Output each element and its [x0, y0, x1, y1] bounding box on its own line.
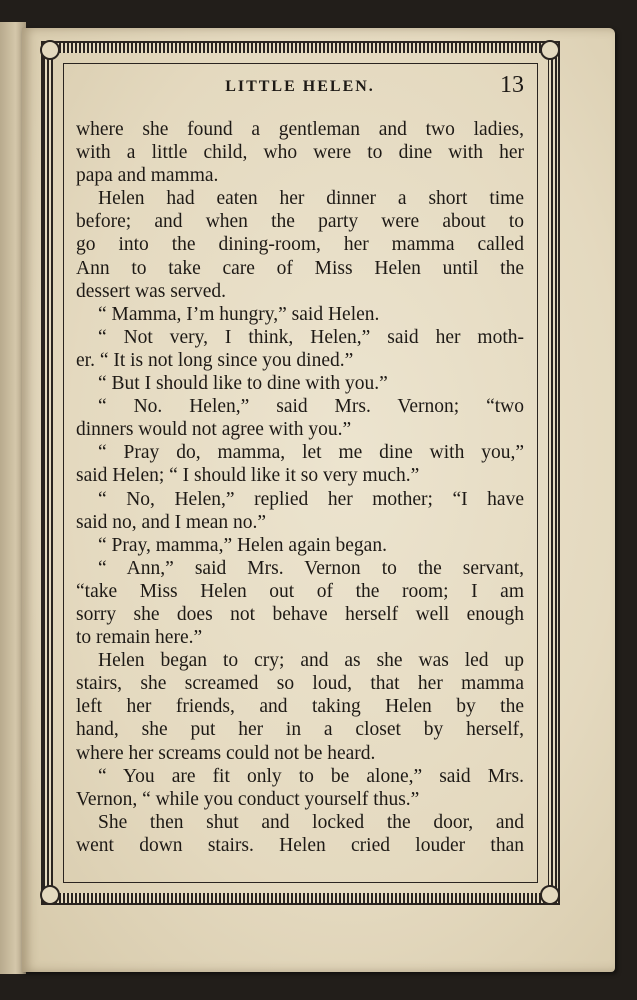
- text-line: She then shut and locked the door, and: [98, 811, 524, 833]
- text-line: where she found a gentleman and two ladies,: [76, 119, 524, 140]
- text-line: “ No, Helen,” replied her mother; “I have: [98, 488, 524, 510]
- text-line: went down stairs. Helen cried louder than: [76, 834, 524, 856]
- text-line: Helen had eaten her dinner a short time: [98, 188, 524, 210]
- text-line: with a little child, who were to dine with her: [76, 142, 524, 164]
- text-line: dinners would not agree with you.”: [76, 419, 352, 441]
- text-line: said Helen; “ I should like it so very much.”: [76, 465, 420, 487]
- text-line: “ But I should like to dine with you.”: [98, 373, 388, 395]
- text-line: “ You are fit only to be alone,” said Mrs.: [98, 765, 524, 787]
- text-line: left her friends, and taking Helen by the: [76, 696, 524, 718]
- body-text: [76, 118, 524, 857]
- text-line: “take Miss Helen out of the room; I am: [76, 580, 524, 602]
- text-line: dessert was served.: [76, 280, 226, 302]
- text-line: sorry she does not behave herself well enough: [76, 603, 524, 625]
- text-line: said no, and I mean no.”: [76, 511, 267, 533]
- page-content: [76, 72, 524, 857]
- text-line: go into the dining-room, her mamma called: [76, 234, 524, 256]
- text-line: “ Not very, I think, Helen,” said her moth-: [98, 326, 524, 348]
- text-line: “ No. Helen,” said Mrs. Vernon; “two: [98, 396, 524, 418]
- text-line: er. “ It is not long since you dined.”: [76, 349, 354, 371]
- text-line: papa and mamma.: [76, 165, 219, 187]
- border-corner-ornament: [40, 40, 60, 60]
- border-corner-ornament: [540, 40, 560, 60]
- text-line: Vernon, “ while you conduct yourself thus.”: [76, 788, 420, 810]
- text-line: where her screams could not be heard.: [76, 742, 376, 764]
- text-line: hand, she put her in a closet by herself,: [76, 719, 524, 741]
- running-head: [76, 72, 524, 106]
- text-line: “ Pray, mamma,” Helen again began.: [98, 534, 387, 556]
- text-line: Helen began to cry; and as she was led up: [98, 650, 524, 672]
- text-line: “ Ann,” said Mrs. Vernon to the servant,: [98, 557, 524, 579]
- text-line: “ Mamma, I’m hungry,” said Helen.: [98, 303, 380, 325]
- text-line: before; and when the party were about to: [76, 211, 524, 233]
- text-line: stairs, she screamed so loud, that her mamma: [76, 673, 524, 695]
- border-corner-ornament: [540, 885, 560, 905]
- text-line: Ann to take care of Miss Helen until the: [76, 257, 524, 279]
- running-head-title: LITTLE HELEN.: [225, 78, 375, 95]
- text-line: “ Pray do, mamma, let me dine with you,”: [98, 442, 524, 464]
- border-corner-ornament: [40, 885, 60, 905]
- page-number: 13: [500, 72, 524, 98]
- text-line: to remain here.”: [76, 627, 203, 649]
